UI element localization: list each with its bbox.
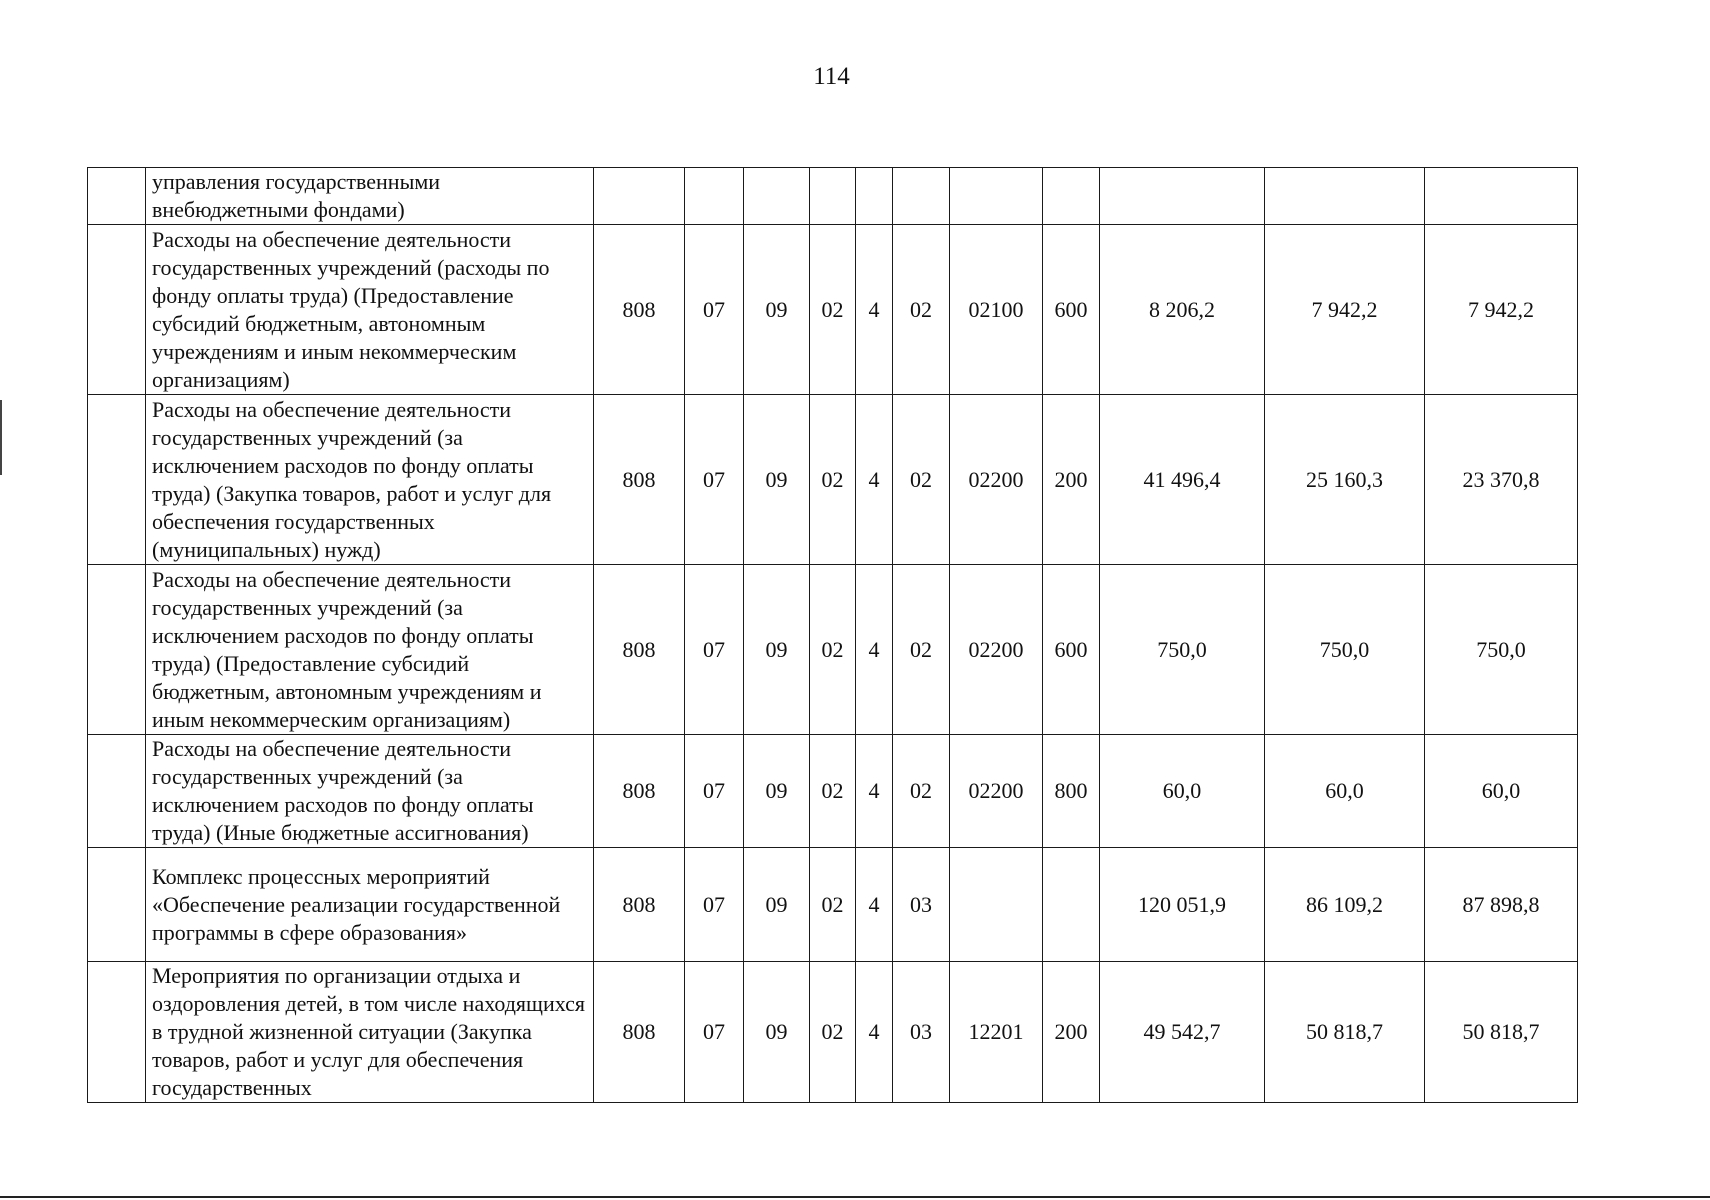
expense-type-cell — [1043, 848, 1100, 962]
subsection-code-cell: 09 — [744, 848, 810, 962]
amount-year-2-cell — [1265, 168, 1425, 225]
direction-code-cell — [950, 848, 1043, 962]
row-name-cell: Расходы на обеспечение деятельности государственных учреждений (расходы по фонду оплаты труда) (Предоставление субсидий бюджетным, автономным учреждениям и иным некоммерческим организациям) — [146, 225, 594, 395]
type-code-cell: 4 — [856, 735, 893, 848]
direction-code-cell: 02100 — [950, 225, 1043, 395]
structural-element-cell: 02 — [893, 735, 950, 848]
amount-year-3-cell: 7 942,2 — [1425, 225, 1578, 395]
amount-year-1-cell: 8 206,2 — [1100, 225, 1265, 395]
table-row — [88, 848, 1578, 962]
row-number-cell — [88, 395, 146, 565]
section-code-cell: 07 — [685, 962, 744, 1103]
structural-element-cell — [893, 168, 950, 225]
amount-year-3-cell: 750,0 — [1425, 565, 1578, 735]
table-row — [88, 735, 1578, 848]
amount-year-3-cell: 23 370,8 — [1425, 395, 1578, 565]
row-number-cell — [88, 565, 146, 735]
direction-code-cell: 02200 — [950, 735, 1043, 848]
structural-element-cell: 02 — [893, 395, 950, 565]
amount-year-3-cell: 87 898,8 — [1425, 848, 1578, 962]
amount-year-3-cell: 60,0 — [1425, 735, 1578, 848]
direction-code-cell: 02200 — [950, 565, 1043, 735]
structural-element-cell: 03 — [893, 962, 950, 1103]
type-code-cell: 4 — [856, 848, 893, 962]
direction-code-cell: 02200 — [950, 395, 1043, 565]
expense-type-cell: 200 — [1043, 962, 1100, 1103]
section-code-cell: 07 — [685, 848, 744, 962]
gov-code-cell: 808 — [594, 225, 685, 395]
scan-edge-mark — [0, 400, 2, 475]
program-code-cell: 02 — [810, 848, 856, 962]
type-code-cell — [856, 168, 893, 225]
type-code-cell: 4 — [856, 395, 893, 565]
row-name-cell: управления государственными внебюджетными фондами) — [146, 168, 594, 225]
expense-type-cell — [1043, 168, 1100, 225]
program-code-cell: 02 — [810, 225, 856, 395]
type-code-cell: 4 — [856, 962, 893, 1103]
scan-bottom-edge — [0, 1196, 1710, 1198]
program-code-cell: 02 — [810, 565, 856, 735]
row-number-cell — [88, 962, 146, 1103]
program-code-cell — [810, 168, 856, 225]
row-number-cell — [88, 735, 146, 848]
section-code-cell — [685, 168, 744, 225]
table-row — [88, 225, 1578, 395]
program-code-cell: 02 — [810, 395, 856, 565]
expense-type-cell: 600 — [1043, 225, 1100, 395]
gov-code-cell: 808 — [594, 395, 685, 565]
amount-year-1-cell: 41 496,4 — [1100, 395, 1265, 565]
program-code-cell: 02 — [810, 962, 856, 1103]
amount-year-2-cell: 60,0 — [1265, 735, 1425, 848]
structural-element-cell: 02 — [893, 565, 950, 735]
expense-type-cell: 200 — [1043, 395, 1100, 565]
gov-code-cell: 808 — [594, 735, 685, 848]
budget-table-body — [88, 168, 1578, 1103]
row-name-cell: Комплекс процессных мероприятий «Обеспечение реализации государственной программы в сфере образования» — [146, 848, 594, 962]
section-code-cell: 07 — [685, 225, 744, 395]
row-number-cell — [88, 848, 146, 962]
amount-year-2-cell: 750,0 — [1265, 565, 1425, 735]
amount-year-1-cell — [1100, 168, 1265, 225]
gov-code-cell: 808 — [594, 565, 685, 735]
budget-table — [87, 167, 1578, 1103]
amount-year-1-cell: 750,0 — [1100, 565, 1265, 735]
amount-year-2-cell: 25 160,3 — [1265, 395, 1425, 565]
section-code-cell: 07 — [685, 735, 744, 848]
structural-element-cell: 03 — [893, 848, 950, 962]
table-row — [88, 565, 1578, 735]
table-row — [88, 168, 1578, 225]
subsection-code-cell: 09 — [744, 225, 810, 395]
subsection-code-cell: 09 — [744, 735, 810, 848]
subsection-code-cell: 09 — [744, 395, 810, 565]
subsection-code-cell: 09 — [744, 962, 810, 1103]
program-code-cell: 02 — [810, 735, 856, 848]
row-number-cell — [88, 225, 146, 395]
gov-code-cell: 808 — [594, 962, 685, 1103]
amount-year-1-cell: 60,0 — [1100, 735, 1265, 848]
subsection-code-cell: 09 — [744, 565, 810, 735]
section-code-cell: 07 — [685, 565, 744, 735]
direction-code-cell — [950, 168, 1043, 225]
row-name-cell: Расходы на обеспечение деятельности государственных учреждений (за исключением расходов по фонду оплаты труда) (Иные бюджетные ассигнования) — [146, 735, 594, 848]
row-number-cell — [88, 168, 146, 225]
table-row — [88, 962, 1578, 1103]
expense-type-cell: 600 — [1043, 565, 1100, 735]
amount-year-1-cell: 120 051,9 — [1100, 848, 1265, 962]
row-name-cell: Расходы на обеспечение деятельности государственных учреждений (за исключением расходов по фонду оплаты труда) (Закупка товаров, работ и услуг для обеспечения государственных (муниципальных) нужд) — [146, 395, 594, 565]
gov-code-cell: 808 — [594, 848, 685, 962]
amount-year-2-cell: 7 942,2 — [1265, 225, 1425, 395]
amount-year-1-cell: 49 542,7 — [1100, 962, 1265, 1103]
row-name-cell: Расходы на обеспечение деятельности государственных учреждений (за исключением расходов по фонду оплаты труда) (Предоставление субсидий бюджетным, автономным учреждениям и иным некоммерческим организациям) — [146, 565, 594, 735]
table-row — [88, 395, 1578, 565]
page-number: 114 — [813, 63, 850, 90]
structural-element-cell: 02 — [893, 225, 950, 395]
subsection-code-cell — [744, 168, 810, 225]
gov-code-cell — [594, 168, 685, 225]
direction-code-cell: 12201 — [950, 962, 1043, 1103]
section-code-cell: 07 — [685, 395, 744, 565]
amount-year-2-cell: 86 109,2 — [1265, 848, 1425, 962]
amount-year-2-cell: 50 818,7 — [1265, 962, 1425, 1103]
expense-type-cell: 800 — [1043, 735, 1100, 848]
type-code-cell: 4 — [856, 225, 893, 395]
row-name-cell: Мероприятия по организации отдыха и оздоровления детей, в том числе находящихся в трудной жизненной ситуации (Закупка товаров, работ и услуг для обеспечения государственных — [146, 962, 594, 1103]
type-code-cell: 4 — [856, 565, 893, 735]
amount-year-3-cell — [1425, 168, 1578, 225]
amount-year-3-cell: 50 818,7 — [1425, 962, 1578, 1103]
